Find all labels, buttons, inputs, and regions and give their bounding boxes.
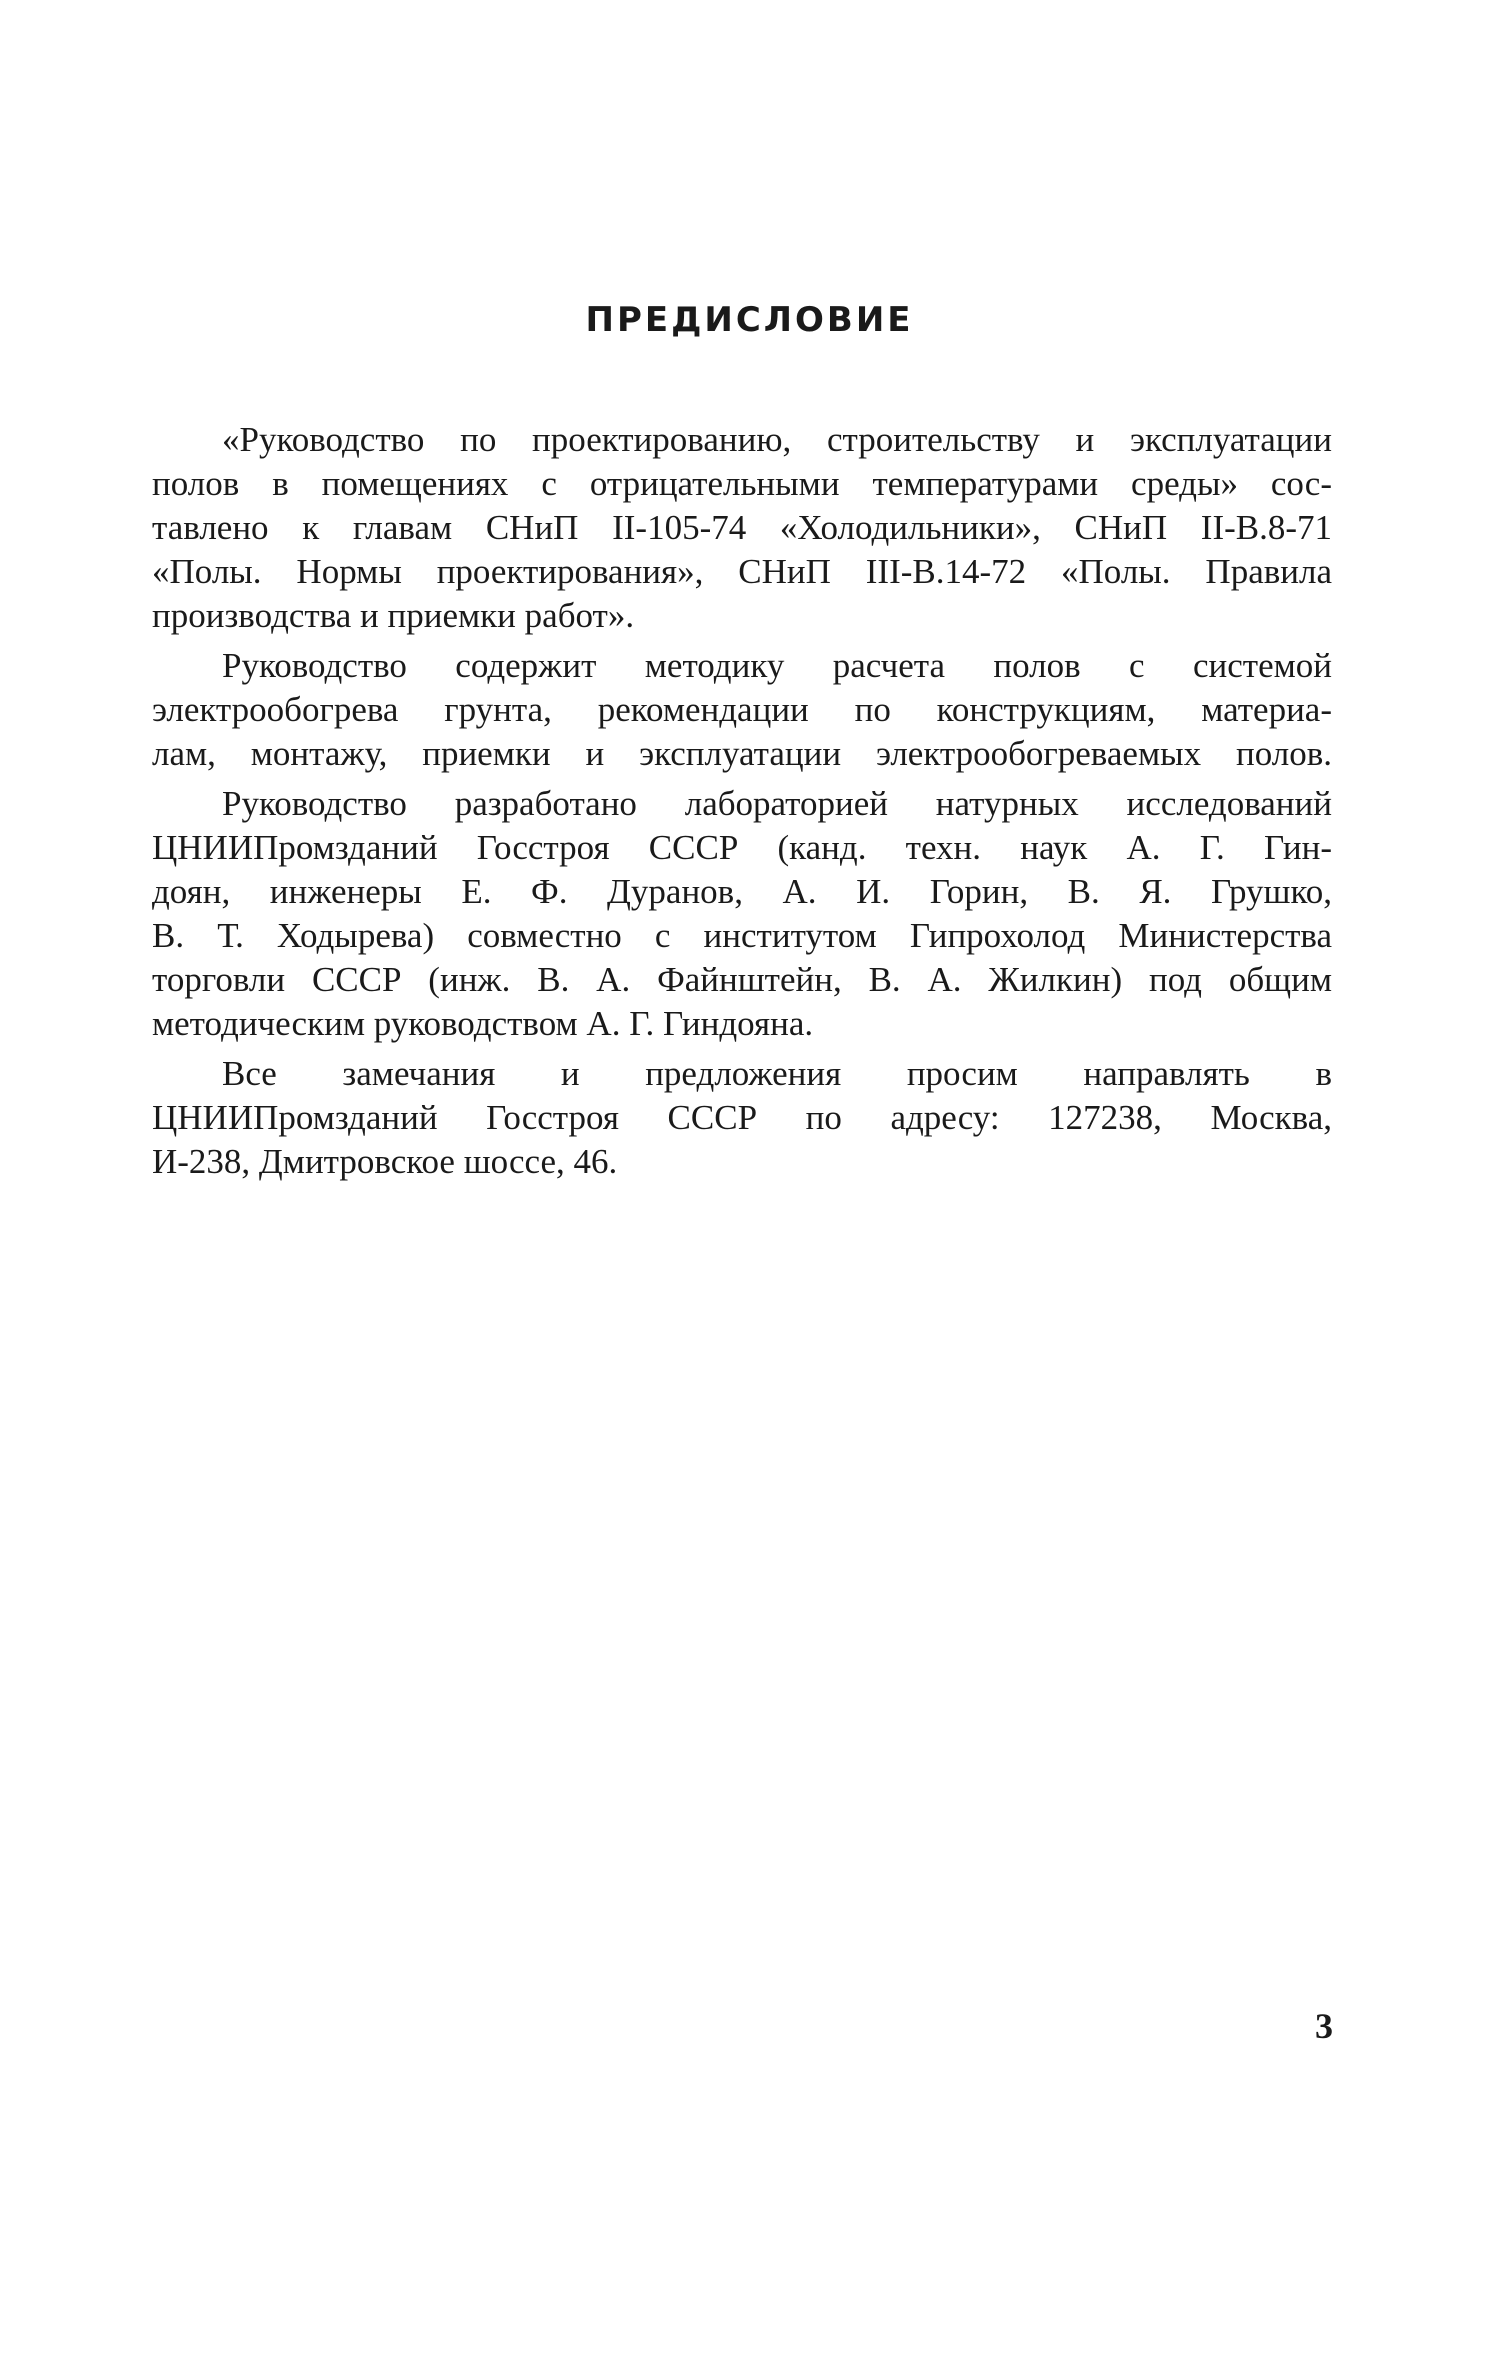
- text-line: полов в помещениях с отрицательными температурами среды» сос-: [152, 464, 1332, 503]
- text-line: электрообогрева грунта, рекомендации по конструкциям, материа-: [152, 690, 1332, 729]
- page-title: ПРЕДИСЛОВИЕ: [585, 300, 914, 340]
- paragraph-4: [152, 1052, 1332, 1184]
- text-line: «Полы. Нормы проектирования», СНиП III-В.14-72 «Полы. Правила: [152, 552, 1332, 591]
- text-line: ЦНИИПромзданий Госстроя СССР по адресу: 127238, Москва,: [152, 1098, 1332, 1137]
- text-line: доян, инженеры Е. Ф. Дуранов, А. И. Горин, В. Я. Грушко,: [152, 872, 1332, 911]
- text-line: Все замечания и предложения просим направлять в: [222, 1054, 1332, 1093]
- paragraph-2: [152, 644, 1332, 776]
- text-line: «Руководство по проектированию, строительству и эксплуатации: [222, 420, 1332, 459]
- text-line: Руководство разработано лабораторией натурных исследований: [222, 784, 1332, 823]
- preface-body: [152, 418, 1332, 1190]
- text-line: ЦНИИПромзданий Госстроя СССР (канд. техн. наук А. Г. Гин-: [152, 828, 1332, 867]
- page-number: 3: [1315, 2006, 1333, 2046]
- text-line: тавлено к главам СНиП II-105-74 «Холодильники», СНиП II-В.8-71: [152, 508, 1332, 547]
- text-line: И-238, Дмитровское шоссе, 46.: [152, 1142, 618, 1181]
- text-line: методическим руководством А. Г. Гиндояна.: [152, 1004, 814, 1043]
- text-line: В. Т. Ходырева) совместно с институтом Гипрохолод Министерства: [152, 916, 1332, 955]
- paragraph-1: [152, 418, 1332, 638]
- text-line: лам, монтажу, приемки и эксплуатации электрообогреваемых полов.: [152, 734, 1332, 773]
- text-line: торговли СССР (инж. В. А. Файнштейн, В. А. Жилкин) под общим: [152, 960, 1332, 999]
- paragraph-3: [152, 782, 1332, 1046]
- text-line: Руководство содержит методику расчета полов с системой: [222, 646, 1332, 685]
- text-line: производства и приемки работ».: [152, 596, 635, 635]
